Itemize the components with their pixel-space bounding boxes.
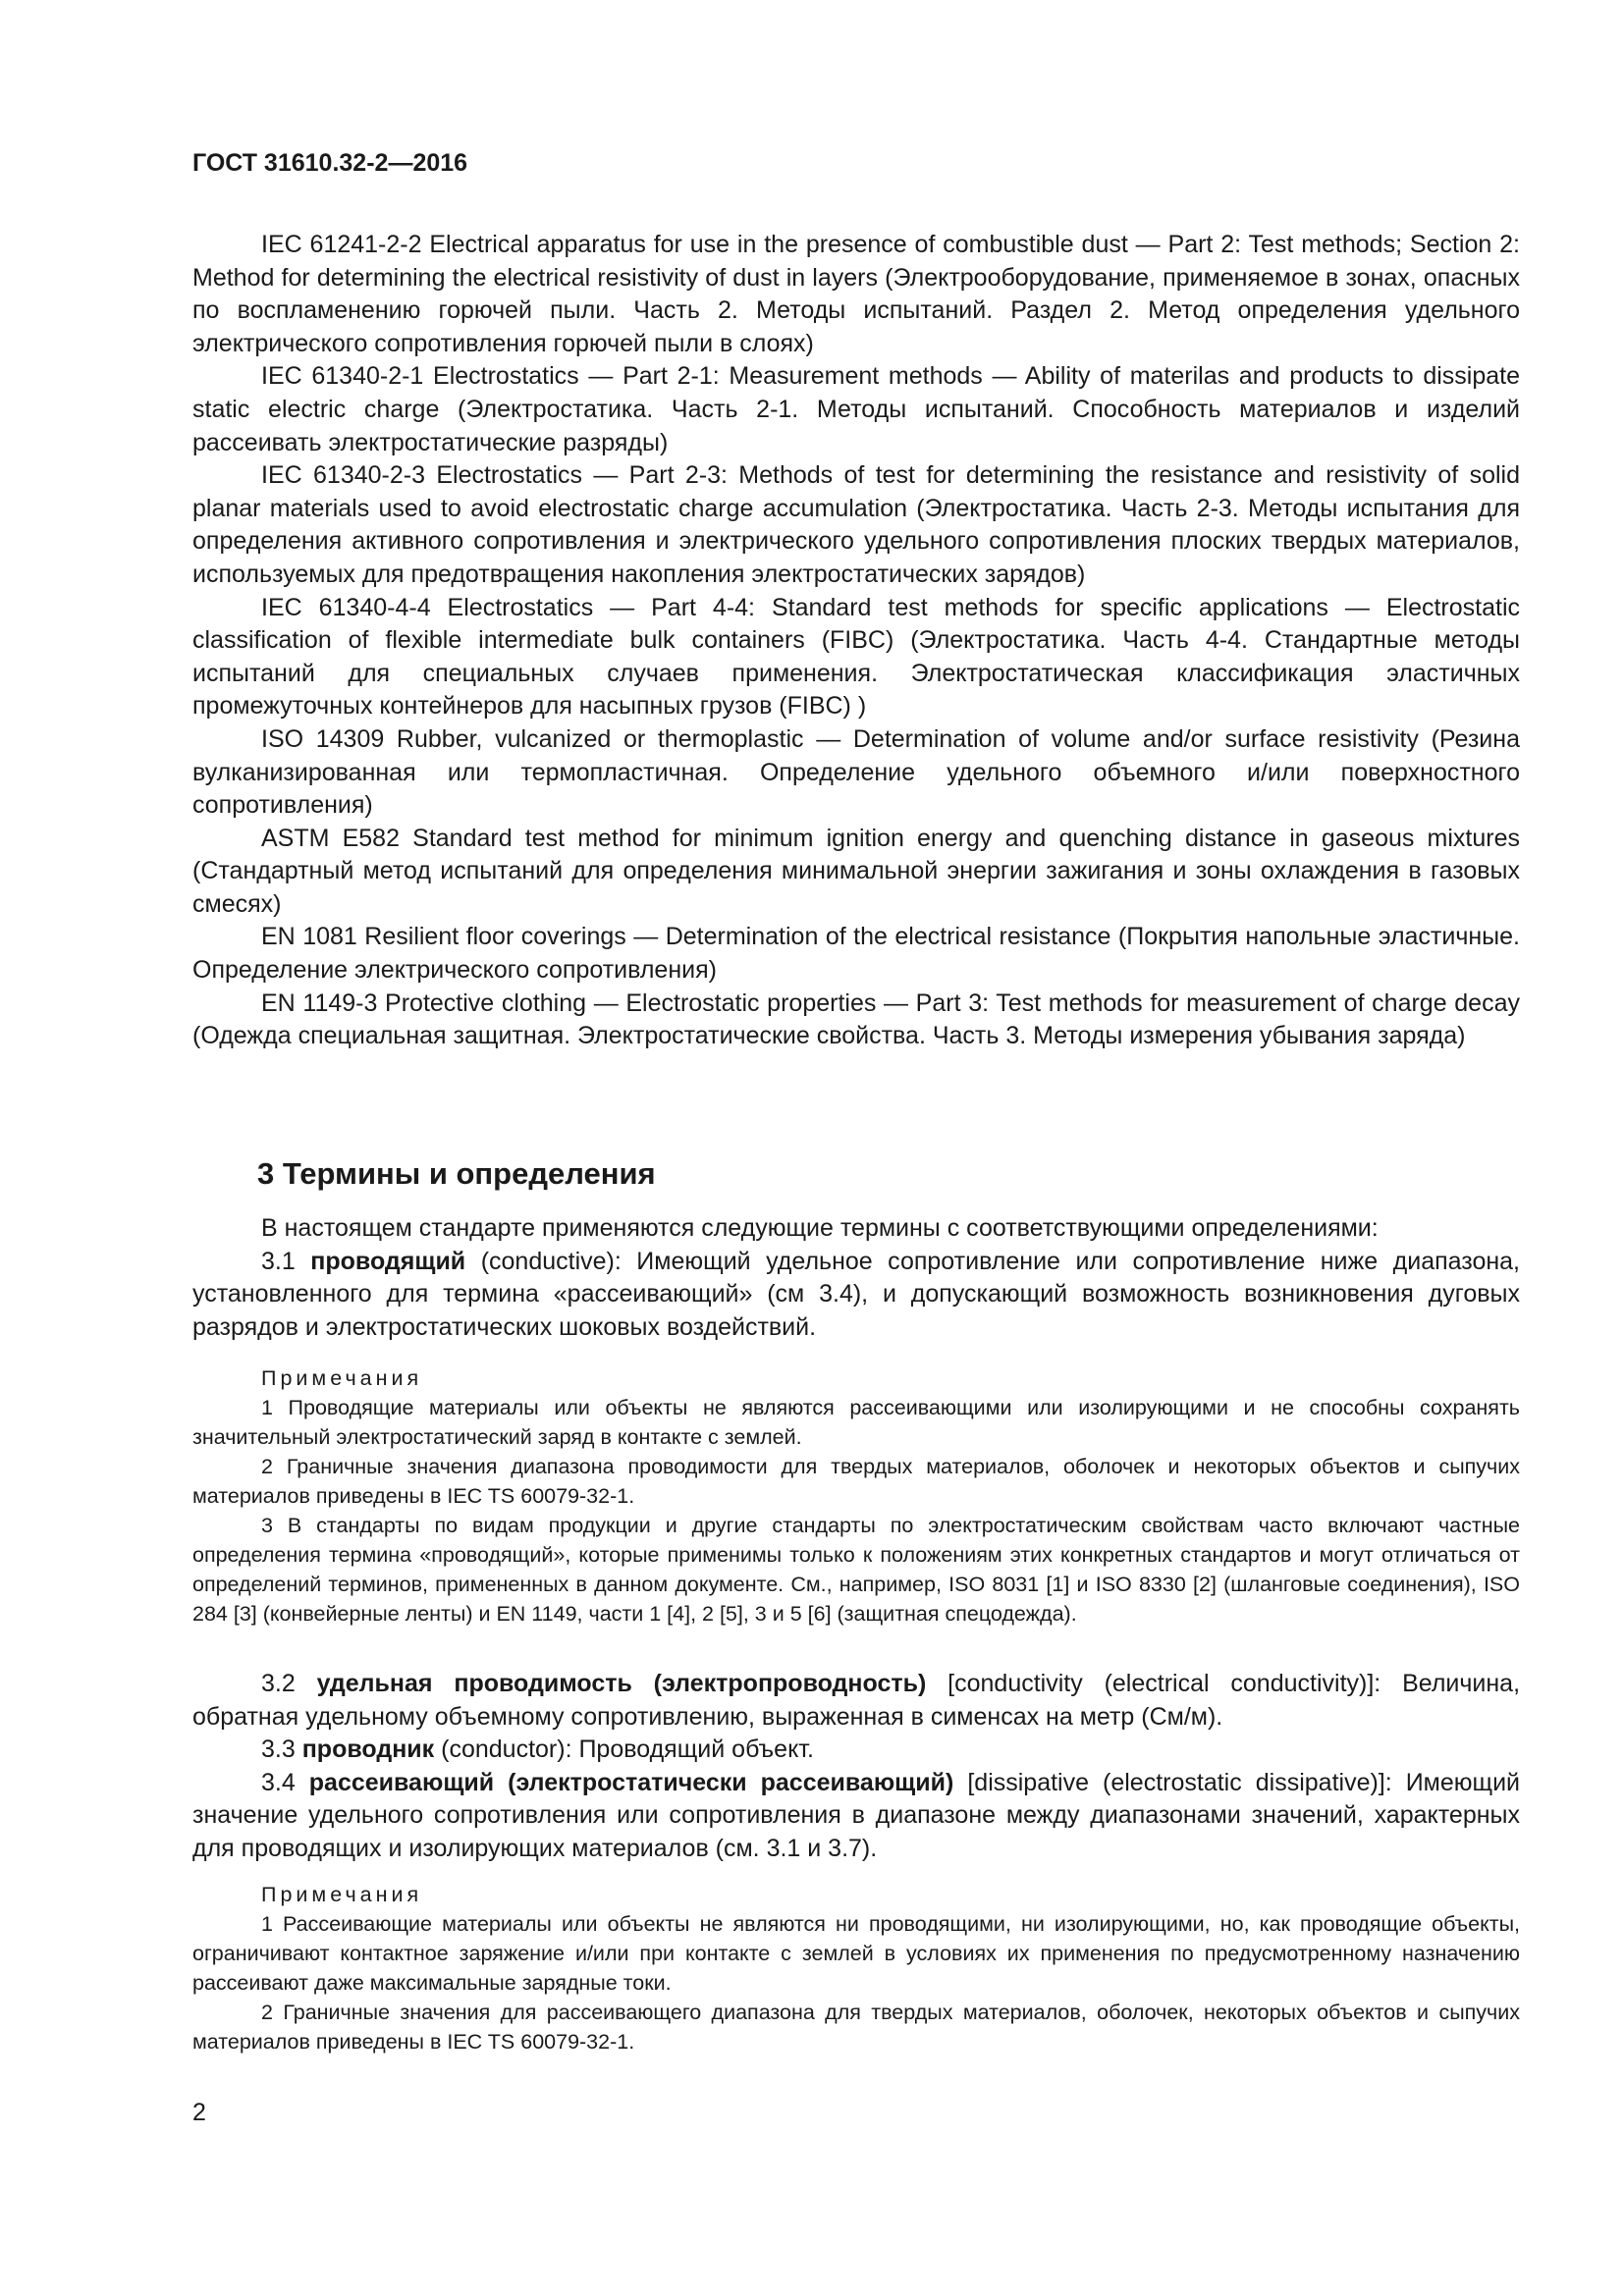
notes-label: Примечания [261, 1883, 423, 1906]
term-3-3 [192, 1734, 1520, 1767]
term-definition: (conductor): Проводящий объект. [434, 1735, 814, 1764]
note-item: 2 Граничные значения для рассеивающего диапазона для твердых материалов, оболочек, некоторых объектов и сыпучих материалов приведены в IEC TS 60079-32-1. [192, 2001, 1520, 2054]
term-definition: [conductivity (electrical conductivity)]: Величина, обратная удельному объемному сопротивлению, выраженная в сименсах на метр (См/м). [192, 1670, 1521, 1731]
reference-item: IEC 61340-2-1 Electrostatics — Part 2-1: Measurement methods — Ability of materilas and products to dissipate static electric charge (Электростатика. Часть 2-1. Методы испытаний. Способность материалов и изделий рассеивать электростатические разряды) [192, 362, 1520, 456]
note-item: 2 Граничные значения диапазона проводимости для твердых материалов, оболочек и некоторых объектов и сыпучих материалов приведены в IEC TS 60079-32-1. [192, 1455, 1520, 1508]
page-number: 2 [192, 2099, 206, 2126]
reference-item: ASTM E582 Standard test method for minimum ignition energy and quenching distance in gaseous mixtures (Стандартный метод испытаний для определения минимальной энергии зажигания и зоны охлаждения в газовых смесях) [192, 824, 1520, 918]
section-intro: В настоящем стандарте применяются следующие термины с соответствующими определениями: [261, 1214, 1379, 1242]
term-3-2 [192, 1668, 1520, 1734]
term-name: удельная проводимость (электропроводность) [316, 1670, 927, 1697]
notes-label: Примечания [261, 1366, 423, 1390]
reference-item: EN 1149-3 Protective clothing — Electrostatic properties — Part 3: Test methods for measurement of charge decay (Одежда специальная защитная. Электростатические свойства. Часть 3. Методы измерения убывания заряда) [192, 988, 1520, 1050]
note-item: 3 В стандарты по видам продукции и другие стандарты по электростатическим свойствам часто включают частные определения термина «проводящий», которые применимы только к положениям этих конкретных стандартов и могут отличаться от определений терминов, примененных в данном документе. См., например, ISO 8031 [1] и ISO 8330 [2] (шланговые соединения), ISO 284 [3] (конвейерные ленты) и EN 1149, части 1 [4], 2 [5], 3 и 5 [6] (защитная спецодежда). [192, 1514, 1520, 1626]
reference-item: EN 1081 Resilient floor coverings — Determination of the electrical resistance (Покрытия напольные эластичные. Определение электрического сопротивления) [192, 923, 1520, 985]
term-3-4 [192, 1767, 1520, 1866]
reference-item: IEC 61340-2-3 Electrostatics — Part 2-3: Methods of test for determining the resistance and resistivity of solid planar materials used to avoid electrostatic charge accumulation (Электростатика. Часть 2-3. Методы испытания для определения активного сопротивления и электрического удельного сопротивления плоских твердых материалов, используемых для предотвращения накопления электростатических зарядов) [192, 461, 1520, 588]
term-number: 3.3 [261, 1735, 302, 1764]
term-3-1 [192, 1246, 1520, 1345]
term-definition: [dissipative (electrostatic dissipative)]: Имеющий значение удельного сопротивления или сопротивления в диапазоне между диапазонами значений, характерных для проводящих и изолирующих материалов (см. 3.1 и 3.7). [192, 1768, 1520, 1862]
term-name: рассеивающий (электростатически рассеивающий) [308, 1768, 954, 1796]
term-name: проводящий [310, 1247, 466, 1275]
reference-item: IEC 61241-2-2 Electrical apparatus for use in the presence of combustible dust — Part 2: Test methods; Section 2: Method for determining the electrical resistivity of dust in layers (Электрооборудование, применяемое в зонах, опасных по воспламенению горючей пыли. Часть 2. Методы испытаний. Раздел 2. Метод определения удельного электрического сопротивления горючей пыли в слоях) [192, 231, 1520, 357]
note-item: 1 Рассеивающие материалы или объекты не являются ни проводящими, ни изолирующими, но, как проводящие объекты, ограничивают контактное заряжение и/или при контакте с землей в условиях их применения по предусмотренному назначению рассеивают даже максимальные зарядные токи. [192, 1912, 1520, 1995]
notes-block [192, 1363, 1520, 1629]
document-header: ГОСТ 31610.32-2—2016 [192, 149, 468, 177]
section-heading: 3 Термины и определения [257, 1156, 656, 1191]
normative-references [192, 229, 1520, 1053]
notes-block [192, 1880, 1520, 2056]
terms-block [192, 1668, 1520, 1866]
term-definition: (conductive): Имеющий удельное сопротивление или сопротивление ниже диапазона, установленного для термина «рассеивающий» (см 3.4), и допускающий возможность возникновения дуговых разрядов и электростатических шоковых воздействий. [192, 1247, 1521, 1341]
term-number: 3.4 [261, 1768, 309, 1796]
terms-block [192, 1212, 1520, 1344]
reference-item: ISO 14309 Rubber, vulcanized or thermoplastic — Determination of volume and/or surface resistivity (Резина вулканизированная или термопластичная. Определение удельного объемного и/или поверхностного сопротивления) [192, 724, 1520, 820]
reference-item: IEC 61340-4-4 Electrostatics — Part 4-4: Standard test methods for specific applications — Electrostatic classification of flexible intermediate bulk containers (FIBC) (Электростатика. Часть 4-4. Стандартные методы испытаний для специальных случаев применения. Электростатическая классификация эластичных промежуточных контейнеров для насыпных грузов (FIBC) ) [192, 593, 1520, 721]
note-item: 1 Проводящие материалы или объекты не являются рассеивающими или изолирующими и не способны сохранять значительный электростатический заряд в контакте с землей. [192, 1396, 1520, 1449]
term-number: 3.2 [261, 1670, 317, 1697]
term-name: проводник [301, 1735, 435, 1764]
term-number: 3.1 [261, 1247, 311, 1275]
